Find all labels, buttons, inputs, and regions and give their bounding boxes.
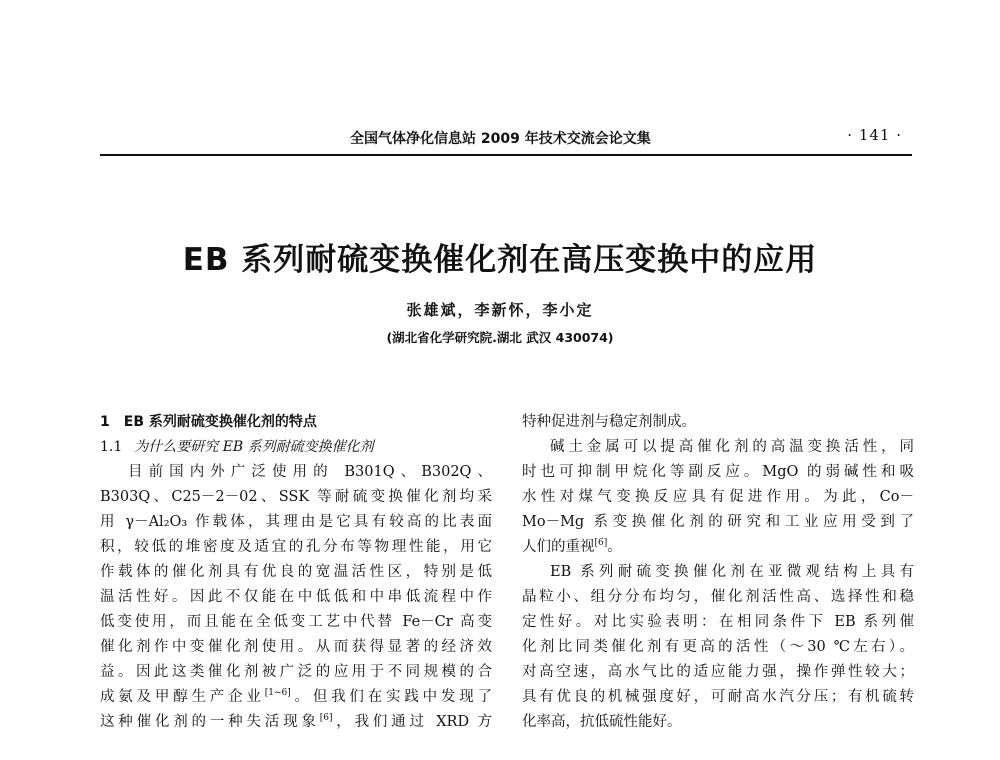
paragraph-text: 成氨及甲醇生产企业 xyxy=(100,689,265,705)
paragraph-line: 积，较低的堆密度及适宜的孔分布等物理性能，用它 xyxy=(100,539,492,555)
citation: [6] xyxy=(594,538,608,549)
paragraph-line: 用 γ－Al₂O₃ 作载体，其理由是它具有较高的比表面 xyxy=(100,514,492,530)
paragraph-line: EB 系列耐硫变换催化剂在亚微观结构上具有 xyxy=(550,564,914,580)
subsection-title: 为什么要研究 EB 系列耐硫变换催化剂 xyxy=(134,439,374,455)
paragraph-line: 化剂比同类催化剂有更高的活性（～30 ℃左右）。 xyxy=(522,639,914,655)
paper-title: EB 系列耐硫变换催化剂在高压变换中的应用 xyxy=(182,242,818,278)
section-title: EB 系列耐硫变换催化剂的特点 xyxy=(123,414,317,430)
paragraph-line xyxy=(100,710,492,735)
paragraph-line: 作载体的催化剂具有优良的宽温活性区，特别是低 xyxy=(100,564,492,580)
paragraph-line: 低变使用，而且能在全低变工艺中代替 Fe－Cr 高变 xyxy=(100,614,492,630)
paragraph-line: 催化剂作中变催化剂使用。从而获得显著的经济效 xyxy=(100,639,492,655)
affiliation: (湖北省化学研究院.湖北 武汉 430074) xyxy=(386,330,614,345)
paragraph-text: 。 xyxy=(607,539,622,555)
paragraph-text: 这种催化剂的一种失活现象 xyxy=(100,714,320,730)
paragraph-text: 人们的重视 xyxy=(522,539,595,555)
paragraph-line xyxy=(522,535,914,560)
paragraph-line: 特种促进剂与稳定剂制成。 xyxy=(522,414,696,430)
section-number: 1 xyxy=(100,414,110,430)
subsection-number: 1.1 xyxy=(100,439,123,455)
paragraph-line: 对高空速，高水气比的适应能力强，操作弹性较大； xyxy=(522,664,914,680)
paragraph-text: 。但我们在实践中发现了 xyxy=(290,689,492,705)
section-heading xyxy=(100,410,492,435)
paragraph-line: 目前国内外广泛使用的 B301Q、B302Q、 xyxy=(128,464,492,480)
citation: [1~6] xyxy=(264,688,291,699)
subsection-heading xyxy=(100,435,492,460)
paragraph-line xyxy=(100,660,492,685)
author-list: 张雄斌，李新怀，李小定 xyxy=(406,301,594,319)
running-header xyxy=(100,124,912,156)
paragraph-line: B303Q、C25－2－02、SSK 等耐硫变换催化剂均采 xyxy=(100,489,492,505)
paragraph-line: 温活性好。因此不仅能在中低低和中串低流程中作 xyxy=(100,589,492,605)
paragraph-line: 晶粒小、组分分布均匀，催化剂活性高、选择性和稳 xyxy=(522,589,914,605)
paragraph-line: 碱土金属可以提高催化剂的高温变换活性，同 xyxy=(550,439,914,455)
paragraph-text: ，我们通过 XRD 方 xyxy=(332,714,492,730)
paragraph-line: 时也可抑制甲烷化等副反应。MgO 的弱碱性和吸 xyxy=(522,464,914,480)
paragraph-line xyxy=(100,685,492,710)
paragraph-line: 化率高，抗低硫性能好。 xyxy=(522,714,682,730)
paragraph-line: 具有优良的机械强度好，可耐高水汽分压；有机硫转 xyxy=(522,689,914,705)
citation: [6] xyxy=(319,713,333,724)
right-column xyxy=(522,410,914,760)
paragraph-text: 益。因此这类催化剂被广泛的应用于不同规模的合 xyxy=(100,664,492,680)
paragraph-line: 水性对煤气变换反应具有促进作用。为此，Co－ xyxy=(522,489,914,505)
paragraph-line: 定性好。对比实验表明：在相同条件下 EB 系列催 xyxy=(522,614,914,630)
journal-title: 全国气体净化信息站 2009 年技术交流会论文集 xyxy=(350,131,651,147)
left-column xyxy=(100,410,492,760)
paragraph-line: Mo－Mg 系变换催化剂的研究和工业应用受到了 xyxy=(522,514,914,530)
page-number: · 141 · xyxy=(847,126,902,144)
